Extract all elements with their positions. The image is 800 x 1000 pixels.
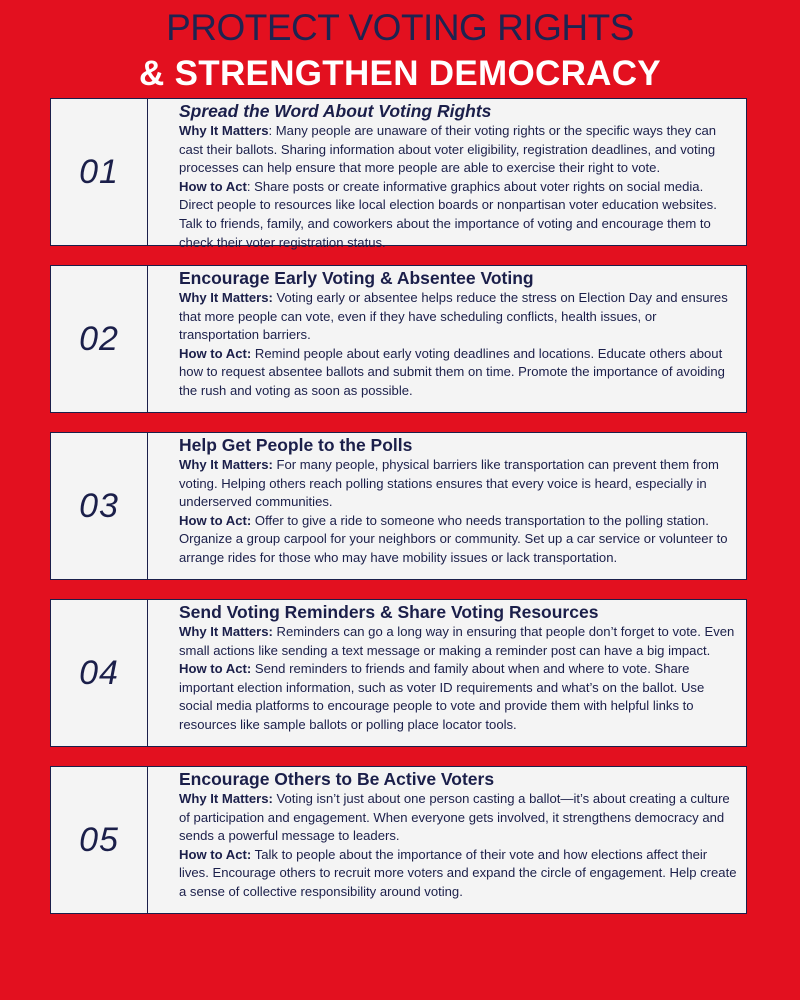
how-text: : Share posts or create informative graphics about voter rights on social media. Direct people to resources like local election boards or nonpartisan voter education websites. Talk to friends, family, and coworkers about the importance of voting and encourage them to check their voter registration status.	[179, 178, 717, 250]
card-3	[50, 432, 747, 580]
card-body	[148, 600, 746, 746]
card-title: Encourage Early Voting & Absentee Voting	[179, 268, 534, 288]
how-label: How to Act:	[179, 661, 252, 677]
card-title: Encourage Others to Be Active Voters	[179, 769, 495, 789]
how-text: Send reminders to friends and family about when and where to vote. Share important election information, such as voter ID requirements and what’s on the ballot. Use social media platforms to encourage people to vote and provide them with helpful links to resources like sample ballots or polling place locator tools.	[179, 661, 705, 732]
card-4	[50, 599, 747, 747]
why-it-matters	[179, 289, 738, 345]
card-body	[148, 266, 746, 412]
how-label: How to Act:	[179, 345, 252, 361]
why-text: Reminders can go a long way in ensuring that people don’t forget to vote. Even small actions like sending a text message or making a reminder post can have a big impact.	[179, 624, 735, 658]
how-to-act	[179, 345, 738, 401]
why-label: Why It Matters:	[179, 624, 273, 639]
how-text: Talk to people about the importance of their vote and how elections affect their lives. Encourage others to recruit more voters and expand the circle of engagement. Help create a sense of collective responsibility around voting.	[179, 846, 737, 899]
card-number: 03	[79, 486, 119, 525]
card-body	[148, 99, 746, 250]
card-number: 01	[79, 152, 119, 191]
card-number-cell	[51, 433, 148, 579]
why-label: Why It Matters:	[179, 791, 273, 806]
how-text: Offer to give a ride to someone who needs transportation to the polling station. Organize a group carpool for your neighbors or community. Set up a car service or volunteer to arrange rides for those who may have mobility issues or lack transportation.	[179, 512, 728, 565]
why-text: For many people, physical barriers like transportation can prevent them from voting. Helping others reach polling stations ensures that every voice is heard, especially in underserved communities.	[179, 457, 719, 510]
why-text: Voting early or absentee helps reduce the stress on Election Day and ensures that more people can vote, even if they have scheduling conflicts, health issues, or transportation barriers.	[179, 290, 728, 343]
card-number-cell	[51, 600, 148, 746]
card-1	[50, 98, 747, 250]
card-body	[148, 433, 746, 579]
why-it-matters	[179, 456, 738, 512]
card-title: Spread the Word About Voting Rights	[179, 101, 492, 121]
card-body	[148, 767, 746, 913]
how-to-act	[179, 512, 738, 568]
card-number-cell	[51, 99, 148, 245]
card-title: Send Voting Reminders & Share Voting Resources	[179, 602, 599, 622]
how-to-act	[179, 660, 738, 734]
how-label: How to Act:	[179, 512, 252, 528]
page-title-line1: PROTECT VOTING RIGHTS	[166, 7, 634, 48]
card-2	[50, 265, 747, 413]
how-label: How to Act:	[179, 846, 252, 862]
page-title-line2: & STRENGTHEN DEMOCRACY	[139, 54, 661, 93]
why-text: Voting isn’t just about one person casting a ballot—it’s about creating a culture of participation and engagement. When everyone gets involved, it strengthens democracy and sends a powerful message to leaders.	[179, 791, 730, 844]
card-5	[50, 766, 747, 914]
card-number: 04	[79, 653, 119, 692]
why-label: Why It Matters	[179, 123, 269, 138]
how-to-act	[179, 178, 738, 252]
how-label: How to Act	[179, 178, 247, 194]
why-it-matters	[179, 623, 738, 660]
how-to-act	[179, 846, 738, 902]
why-label: Why It Matters:	[179, 290, 273, 305]
card-number: 02	[79, 319, 119, 358]
why-it-matters	[179, 790, 738, 846]
why-text: : Many people are unaware of their voting rights or the specific ways they can cast their ballots. Sharing information about voter eligibility, registration deadlines, and voting processes can help ensure that more people are able to exercise their right to vote.	[179, 123, 717, 176]
how-text: Remind people about early voting deadlines and locations. Educate others about how to request absentee ballots and submit them on time. Promote the importance of avoiding the rush and voting as soon as possible.	[179, 345, 725, 398]
card-title: Help Get People to the Polls	[179, 435, 413, 455]
card-number-cell	[51, 266, 148, 412]
card-number: 05	[79, 820, 119, 859]
card-number-cell	[51, 767, 148, 913]
why-it-matters	[179, 122, 738, 178]
why-label: Why It Matters:	[179, 457, 273, 472]
